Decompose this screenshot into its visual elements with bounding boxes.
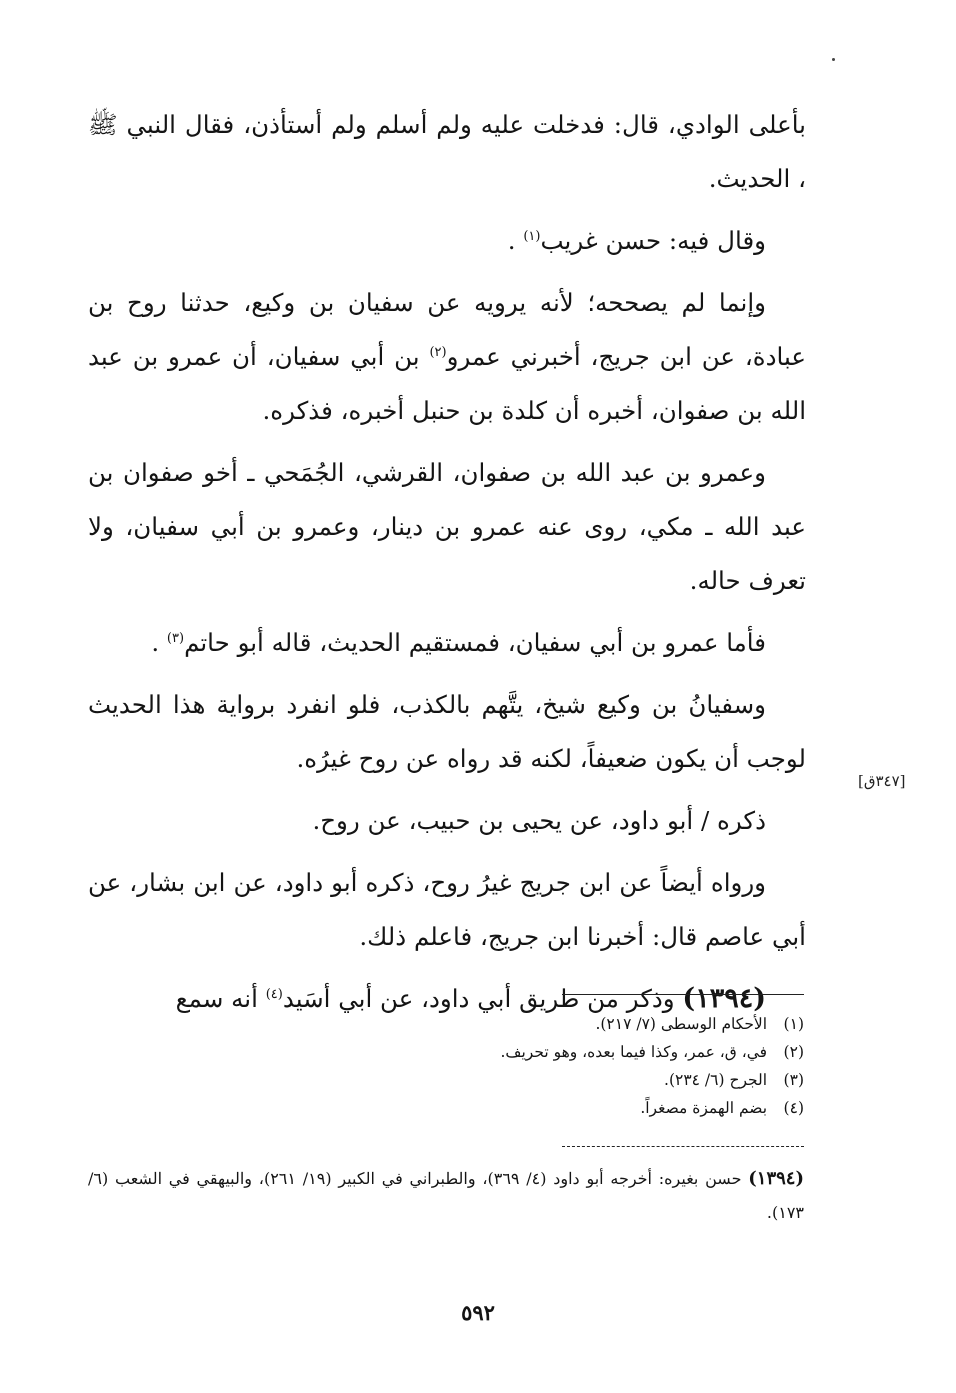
footnotes [300,1010,804,1122]
paragraph-2 [88,214,806,268]
takhrij-text: حسن بغيره: أخرجه أبو داود (٤/ ٣٦٩)، والطبراني في الكبير (١٩/ ٢٦١)، والبيهقي في الشعب (٦/ ١٧٣). [88,1169,804,1222]
footnote-3-text: الجرح (٦/ ٢٣٤). [664,1071,768,1089]
footnote-3 [300,1066,804,1094]
footnote-ref-4[interactable]: (٤) [265,987,283,1002]
footnote-1-text: الأحكام الوسطى (٧/ ٢١٧). [595,1015,768,1033]
page-number: ٥٩٢ [461,1300,495,1325]
footnote-ref-1[interactable]: (١) [523,229,541,244]
paragraph-4-text: وعمرو بن عبد الله بن صفوان، القرشي، الجُمَحي ـ أخو صفوان بن عبد الله ـ مكي، روى عنه عمرو بن دينار، وعمرو بن أبي سفيان، ولا تعرف حاله. [88,458,806,595]
paragraph-9-text-a: وذكر من طريق أبي داود، عن أبي أسَيد [282,984,683,1013]
paragraph-8-text: ورواه أيضاً عن ابن جريج غيرُ روح، ذكره أبو داود، عن ابن بشار، عن أبي عاصم قال: أخبرنا ابن جريج، فاعلم ذلك. [88,868,806,951]
footnote-2 [300,1038,804,1066]
paragraph-7-text: ذكره / أبو داود، عن يحيى بن حبيب، عن روح. [312,806,766,835]
paragraph-6-text: وسفيانُ بن وكيع شيخ، يتَّهم بالكذب، فلو انفرد برواية هذا الحديث لوجب أن يكون ضعيفاً، لكنه قد رواه عن روح غيرُه. [88,690,806,773]
footnote-ref-3[interactable]: (٣) [166,631,185,646]
paragraph-9-text-b: أنه سمع [175,984,266,1013]
paragraph-3-text-b: بن أبي سفيان، أن عمرو بن عبد الله بن صفوان، أخبره أن كلدة بن حنبل أخبره، فذكره. [88,342,806,425]
footnote-4-text: بضم الهمزة مصغراً. [640,1099,768,1117]
paragraph-3 [88,276,806,438]
manuscript-folio-note: [٣٤٧ق] [858,772,906,790]
takhrij-separator [562,1146,804,1147]
paragraph-6 [88,678,806,786]
footnote-4-number: (٤) [783,1099,804,1117]
paragraph-2-text-a: وقال فيه: حسن غريب [540,226,766,255]
footnote-3-number: (٣) [783,1071,804,1089]
footnote-1 [300,1010,804,1038]
footnote-1-number: (١) [783,1015,804,1033]
paragraph-4 [88,446,806,608]
paragraph-5-text-a: فأما عمرو بن أبي سفيان، فمستقيم الحديث، قاله أبو حاتم [184,628,766,657]
paragraph-2-text-b: . [507,226,524,255]
footnote-2-text: في، ق، عمر، وكذا فيما بعده، وهو تحريف. [500,1043,768,1061]
takhrij-note [88,1162,804,1230]
paragraph-3-text-a: وإنما لم يصححه؛ لأنه يرويه عن سفيان بن وكيع، حدثنا روح بن عبادة، عن ابن جريج، أخبرني عمرو [88,288,807,371]
paragraph-5 [88,616,806,670]
takhrij-number: (١٣٩٤) [748,1168,804,1189]
hadith-number: (١٣٩٤) [682,983,766,1014]
page-speck [832,58,835,61]
paragraph-8 [88,856,806,964]
footnote-separator [562,994,804,995]
paragraph-1 [88,98,806,206]
paragraph-1-text: بأعلى الوادي، قال: فدخلت عليه ولم أسلم ولم أستأذن، فقال النبي ﷺ ، الحديث. [88,110,806,193]
footnote-2-number: (٢) [783,1043,804,1061]
paragraph-7 [88,794,806,848]
main-text [88,98,806,1034]
paragraph-5-text-b: . [151,628,167,657]
footnote-ref-2[interactable]: (٢) [429,345,447,360]
footnote-4 [300,1094,804,1122]
